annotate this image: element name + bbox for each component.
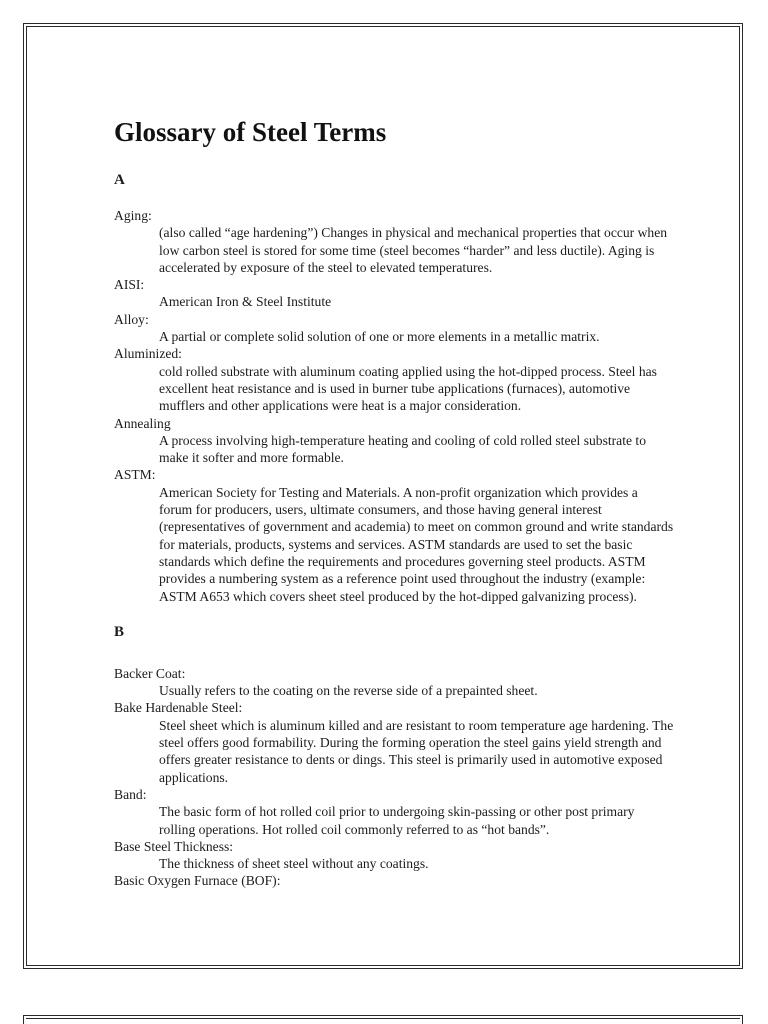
term: ASTM: <box>114 467 156 483</box>
glossary-entry-band <box>114 786 674 838</box>
glossary-entry-astm <box>114 466 674 604</box>
glossary-entry-basic-oxygen-furnace <box>114 872 674 889</box>
glossary-entry-base-steel-thickness <box>114 838 674 873</box>
glossary-entry-aluminized <box>114 345 674 414</box>
glossary-entry-alloy <box>114 311 674 346</box>
page-title: Glossary of Steel Terms <box>114 117 387 147</box>
definition: cold rolled substrate with aluminum coating applied using the hot-dipped process. Steel has excellent heat resistance and is used in burner tube applications (furnaces), automotive mufflers and other applications were heat is a major consideration. <box>159 363 657 414</box>
definition: Steel sheet which is aluminum killed and are resistant to room temperature age hardening. The steel offers good formability. During the forming operation the steel gains yield strength and offers greater resistance to dents or dings. This steel is primarily used in automotive exposed applications. <box>159 717 674 785</box>
definition: The basic form of hot rolled coil prior to undergoing skin-passing or other post primary rolling operations. Hot rolled coil commonly referred to as “hot bands”. <box>159 804 635 837</box>
term: Alloy: <box>114 311 149 327</box>
definition: A partial or complete solid solution of one or more elements in a metallic matrix. <box>159 329 600 345</box>
section-heading-a: A <box>114 172 125 188</box>
term: Aging: <box>114 208 152 223</box>
term: Basic Oxygen Furnace (BOF): <box>114 873 281 889</box>
definition: American Iron & Steel Institute <box>159 294 332 310</box>
glossary-content <box>114 115 674 890</box>
term: Aluminized: <box>114 346 182 362</box>
glossary-entry-annealing <box>114 415 674 467</box>
definition: The thickness of sheet steel without any coatings. <box>159 856 429 872</box>
term: Annealing <box>114 415 171 431</box>
glossary-entry-aisi <box>114 276 674 311</box>
term: AISI: <box>114 277 145 293</box>
glossary-entry-backer-coat <box>114 665 674 700</box>
definition: A process involving high-temperature heating and cooling of cold rolled steel substrate to make it softer and more formable. <box>159 432 646 466</box>
section-heading-b: B <box>114 623 125 640</box>
glossary-entry-bake-hardenable-steel <box>114 699 674 785</box>
document-page <box>26 26 740 966</box>
term: Bake Hardenable Steel: <box>114 700 243 716</box>
term: Backer Coat: <box>114 665 186 681</box>
term: Base Steel Thickness: <box>114 838 234 854</box>
definition: (also called “age hardening”) Changes in physical and mechanical properties that occur when low carbon steel is stored for some time (steel becomes “harder” and less ductile). Aging is accelerated by exposure of the steel to elevated temperatures. <box>159 225 668 275</box>
definition: Usually refers to the coating on the reverse side of a prepainted sheet. <box>159 683 538 699</box>
definition: American Society for Testing and Materials. A non-profit organization which provides a forum for producers, users, ultimate consumers, and those having general interest (representatives of government and academia) to meet on common ground and write standards for materials, products, systems and services. ASTM standards are used to set the basic standards which define the requirements and procedures governing steel products. ASTM provides a numbering system as a reference point used throughout the industry (example: ASTM A653 which covers sheet steel produced by the hot-dipped galvanizing process). <box>159 484 674 604</box>
term: Band: <box>114 786 147 802</box>
next-page-edge <box>26 1018 740 1024</box>
glossary-entry-aging <box>114 207 674 276</box>
